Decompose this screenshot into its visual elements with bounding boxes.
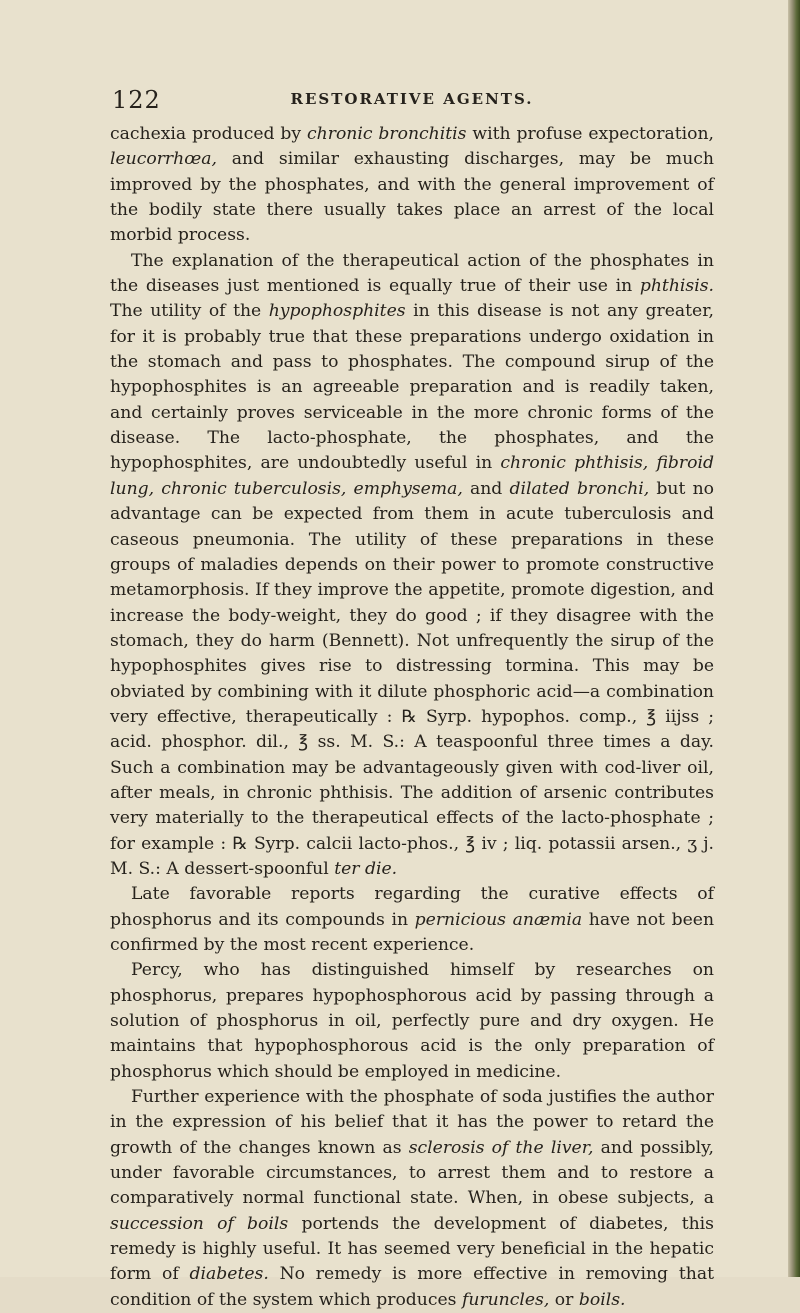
italic-text-span: sclerosis of the liver, [408, 1137, 594, 1158]
text-span: but no advantage can be expected from them in acute tuberculosis and caseous pneumonia. The utility of these preparations in these groups of maladies depends on their power to promote constructive metamorphosis. If they improve the appetite, promote digestion, and increase the body-weight, they do good ; if they disagree with the stomach, they do harm (Bennett). Not unfrequently the sirup of the hypophosphites gives rise to distressing tormina. This may be obviated by combining with it dilute phosphoric acid—a combination very effective, therapeutically : ℞ Syrp. hypophos. comp., ℥ iijss ; acid. phosphor. dil., ℥ ss. M. S.: A teaspoonful three times a day. Such a combination may be advantageously given with cod-liver oil, after meals, in chronic phthisis. The addition of arsenic contributes very materially to the therapeutical effects of the lacto-phosphate ; for example : ℞ Syrp. calcii lacto-phos., ℥ iv ; liq. potassii arsen., ʒ j. M. S.: A dessert-spoonful [110, 478, 714, 879]
paragraph [110, 1085, 714, 1313]
text-span: have not been confirmed by the most recent experience. [110, 909, 715, 955]
italic-text-span: succession of boils [110, 1213, 289, 1234]
text-span: Late favorable reports regarding the curative effects of phosphorus and its compounds in [110, 884, 714, 930]
text-span: and possibly, under favorable circumstances, to arrest them and to restore a comparatively normal functional state. When, in obese subjects, a [110, 1137, 714, 1209]
italic-text-span: dilated bronchi, [509, 478, 650, 499]
italic-text-span: chronic bronchitis [307, 124, 467, 144]
text-span: portends the development of diabetes, this remedy is highly useful. It has seemed very beneficial in the hepatic form of [110, 1213, 714, 1285]
italic-text-span: ter die. [334, 858, 398, 879]
paragraph [110, 249, 714, 883]
page-header [112, 86, 712, 116]
text-span: No remedy is more effective in removing that condition of the system which produces [110, 1264, 714, 1310]
text-span: in this disease is not any greater, for it is probably true that these preparations undergo oxidation in the stomach and pass to phosphates. The compound sirup of the hypophosphites is an agreeable preparation and is readily taken, and certainly proves serviceable in the more chronic forms of the disease. The lacto-phosphate, the phosphates, and the hypophosphites, are undoubtedly useful in [110, 301, 714, 474]
paragraph [110, 122, 714, 249]
paragraph [110, 882, 714, 958]
italic-text-span: leucorrhœa, [110, 149, 217, 170]
text-span: The utility of the [110, 301, 269, 322]
italic-text-span: pernicious anæmia [414, 909, 583, 930]
text-span: Further experience with the phosphate of soda justifies the author in the expression of his belief that it has the power to retard the growth of the changes known as [110, 1087, 714, 1158]
text-span: cachexia produced by [110, 124, 308, 144]
book-binding-edge [788, 0, 800, 1277]
italic-text-span: hypophosphites [268, 301, 406, 322]
italic-text-span: phthisis. [639, 276, 714, 297]
text-span: and similar exhausting discharges, may be much improved by the phosphates, and with the general improvement of the bodily state there usually takes place an arrest of the local morbid process. [110, 149, 714, 246]
text-span: or [549, 1289, 579, 1310]
running-head: RESTORATIVE AGENTS. [290, 90, 534, 108]
italic-text-span: diabetes. [189, 1264, 269, 1285]
paragraph [110, 958, 714, 1085]
text-span: Percy, who has distinguished himself by researches on phosphorus, prepares hypophosphorous acid by passing through a solution of phosphorus in oil, perfectly pure and dry oxygen. He maintains that hypophosphorous acid is the only preparation of phosphorus which should be employed in medicine. [110, 960, 714, 1082]
page-number: 122 [112, 86, 161, 114]
italic-text-span: chronic phthisis, fibroid lung, chronic tuberculosis, emphysema, [110, 453, 714, 499]
text-span: and [462, 478, 510, 499]
text-span: with profuse expectoration, [466, 124, 715, 144]
italic-text-span: furuncles, [461, 1289, 550, 1310]
italic-text-span: boils. [578, 1289, 626, 1310]
text-span: The explanation of the therapeutical action of the phosphates in the diseases just mentioned is equally true of their use in [110, 250, 714, 297]
body-text [110, 122, 714, 1313]
